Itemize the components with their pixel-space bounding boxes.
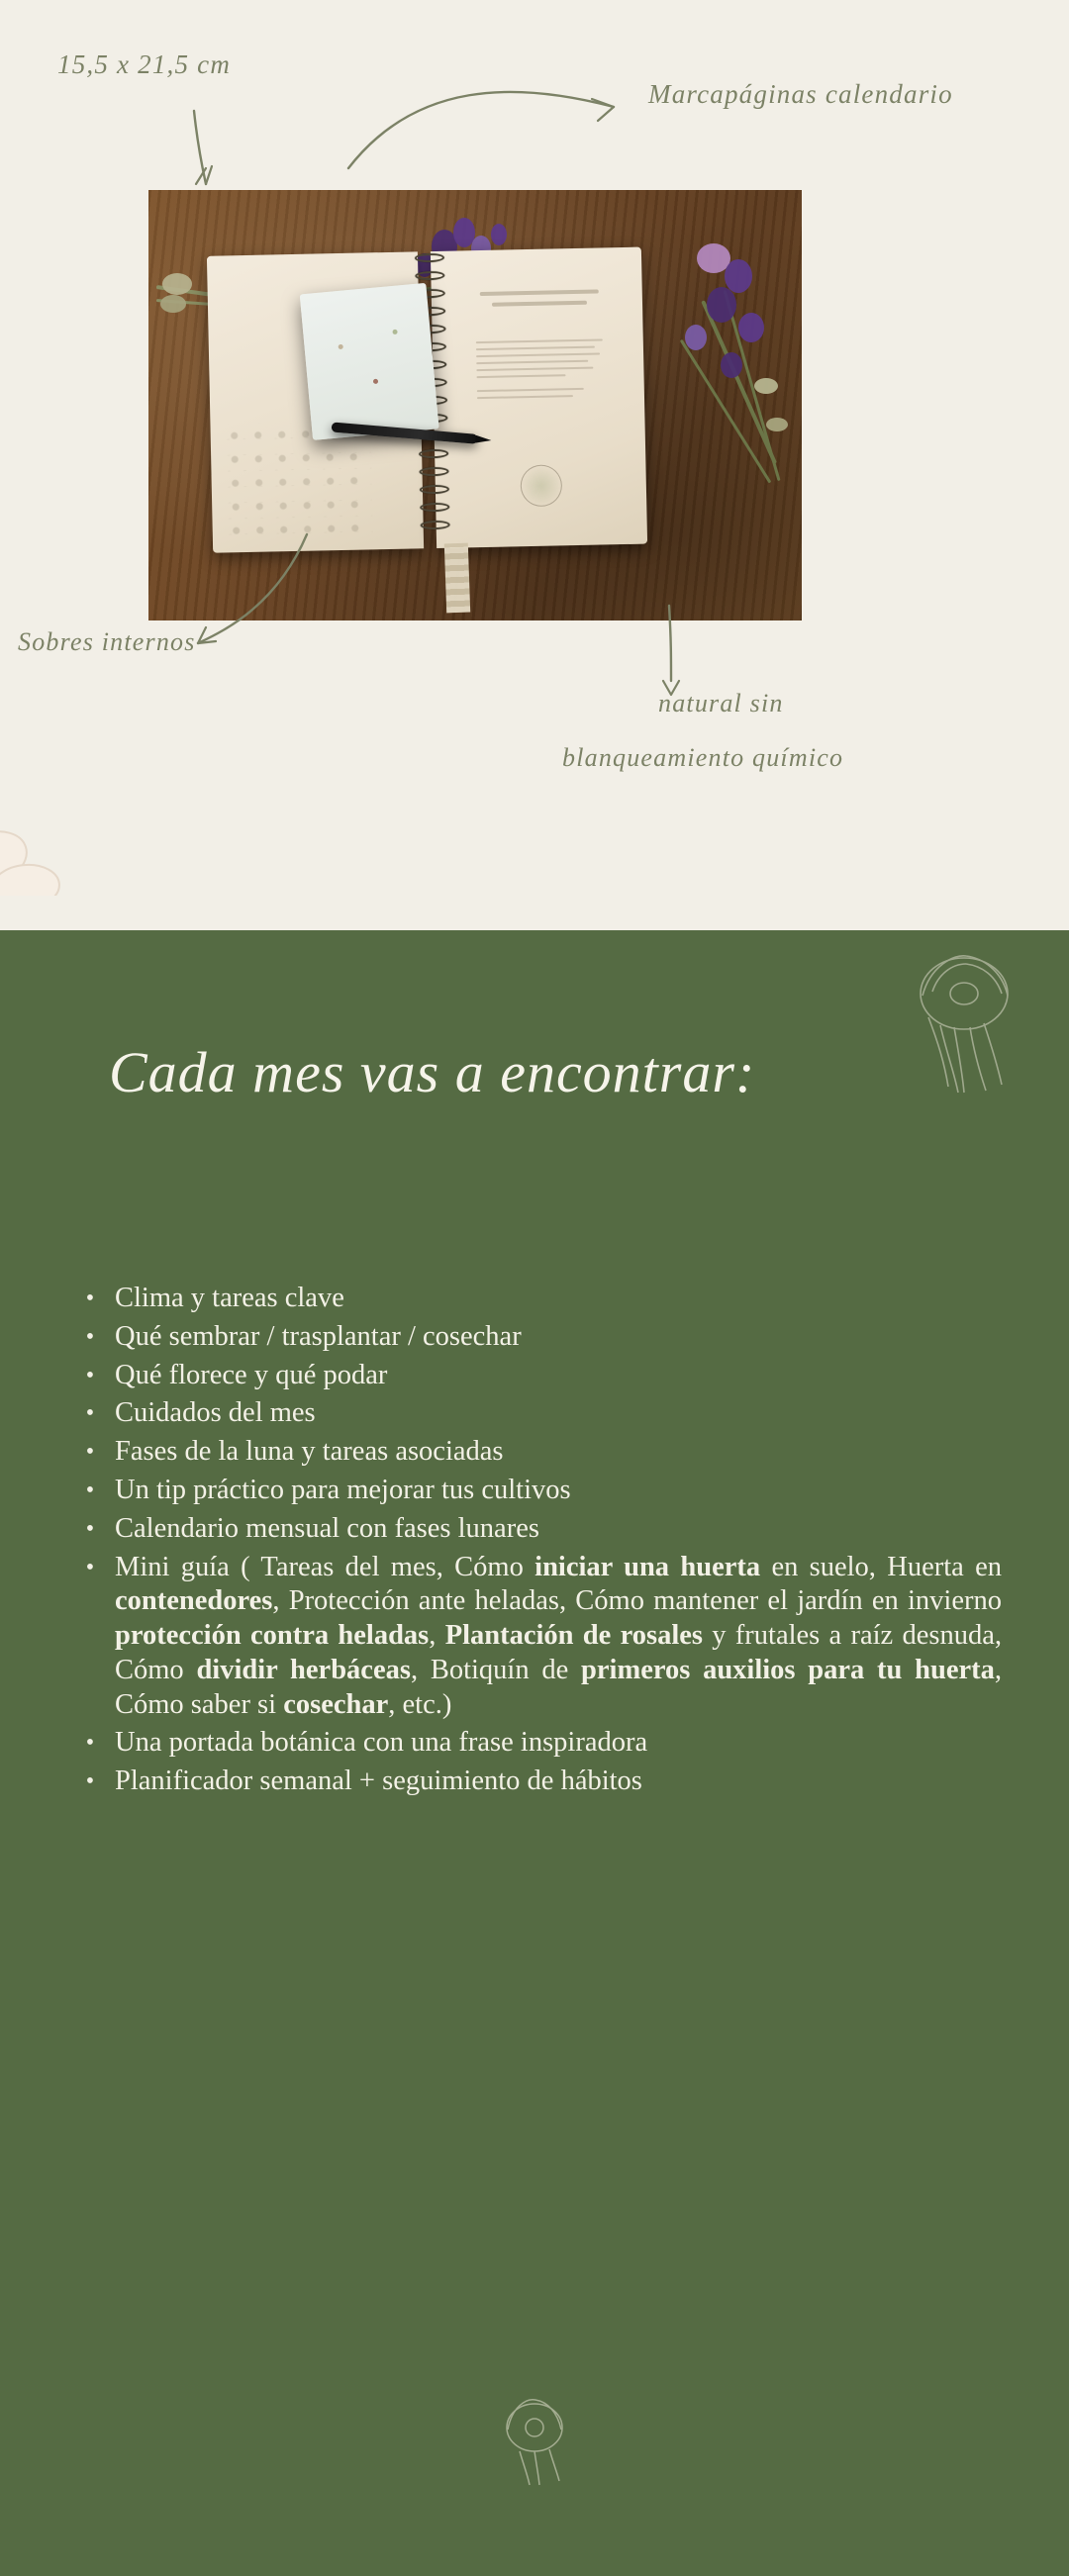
- bullet-icon: •: [85, 1439, 95, 1466]
- list-item: [81, 1512, 1002, 1547]
- product-photo: [148, 190, 802, 620]
- annotation-size: 15,5 x 21,5 cm: [57, 49, 232, 79]
- lace-pattern: [222, 421, 372, 542]
- features-section: [0, 930, 1069, 2576]
- list-item-text: Clima y tareas clave: [115, 1283, 344, 1313]
- product-detail-section: [0, 0, 1069, 896]
- list-item: [81, 1551, 1002, 1723]
- list-item-text: Una portada botánica con una frase inspiradora: [115, 1727, 648, 1759]
- envelope-edge: [444, 543, 470, 614]
- list-item: [81, 1320, 1002, 1355]
- notebook-body-lines: [476, 338, 604, 404]
- features-ul: [81, 1282, 1002, 1799]
- list-item-text: Calendario mensual con fases lunares: [115, 1512, 539, 1544]
- botanical-seal: [520, 464, 562, 507]
- features-list: [81, 1282, 1002, 1803]
- list-item: [81, 1282, 1002, 1316]
- list-item-text: Un tip práctico para mejorar tus cultivos: [115, 1474, 571, 1505]
- list-item: [81, 1435, 1002, 1470]
- notebook-title-lines: [465, 289, 614, 314]
- list-item-text: Qué sembrar / trasplantar / cosechar: [115, 1320, 522, 1352]
- list-item-text: Mini guía ( Tareas del mes, Cómo iniciar una huerta en suelo, Huerta en contenedores, Protección ante heladas, Cómo mantener el jardín en invierno protección contra heladas, Plantación de rosales y frutales a raíz desnuda, Cómo dividir herbáceas, Botiquín de primeros auxilios para tu huerta, Cómo saber si cosechar, etc.): [115, 1551, 1003, 1720]
- bullet-icon: •: [85, 1515, 95, 1542]
- list-item: [81, 1765, 1002, 1799]
- open-notebook: [207, 246, 663, 552]
- calendar-bookmark: [300, 283, 439, 440]
- bullet-icon: •: [85, 1400, 95, 1427]
- list-item-text: Qué florece y qué podar: [115, 1359, 388, 1390]
- notebook-right-page: [431, 247, 647, 548]
- petal-decoration-icon: [0, 829, 109, 896]
- list-item-text: Planificador semanal + seguimiento de hábitos: [115, 1765, 642, 1797]
- annotation-envelopes: Sobres internos: [18, 627, 196, 656]
- annotation-natural-line2: blanqueamiento químico: [562, 743, 844, 772]
- list-item: [81, 1726, 1002, 1761]
- bullet-icon: •: [85, 1730, 95, 1757]
- annotation-bookmark: Marcapáginas calendario: [648, 79, 953, 109]
- bottom-flower-ornament-icon: [490, 2388, 579, 2487]
- bullet-icon: •: [85, 1477, 95, 1503]
- bullet-icon: •: [85, 1554, 95, 1580]
- section-heading: Cada mes vas a encontrar:: [109, 1040, 756, 1104]
- bullet-icon: •: [85, 1323, 95, 1350]
- annotation-natural-line1: natural sin: [658, 689, 784, 717]
- list-item: [81, 1359, 1002, 1393]
- list-item-text: Cuidados del mes: [115, 1397, 316, 1429]
- bullet-icon: •: [85, 1768, 95, 1795]
- bullet-icon: •: [85, 1286, 95, 1311]
- poppy-flower-icon: [903, 948, 1031, 1097]
- bullet-icon: •: [85, 1362, 95, 1388]
- list-item: [81, 1396, 1002, 1431]
- dried-flowers-right: [663, 230, 802, 556]
- list-item-text: Fases de la luna y tareas asociadas: [115, 1436, 504, 1468]
- list-item: [81, 1474, 1002, 1508]
